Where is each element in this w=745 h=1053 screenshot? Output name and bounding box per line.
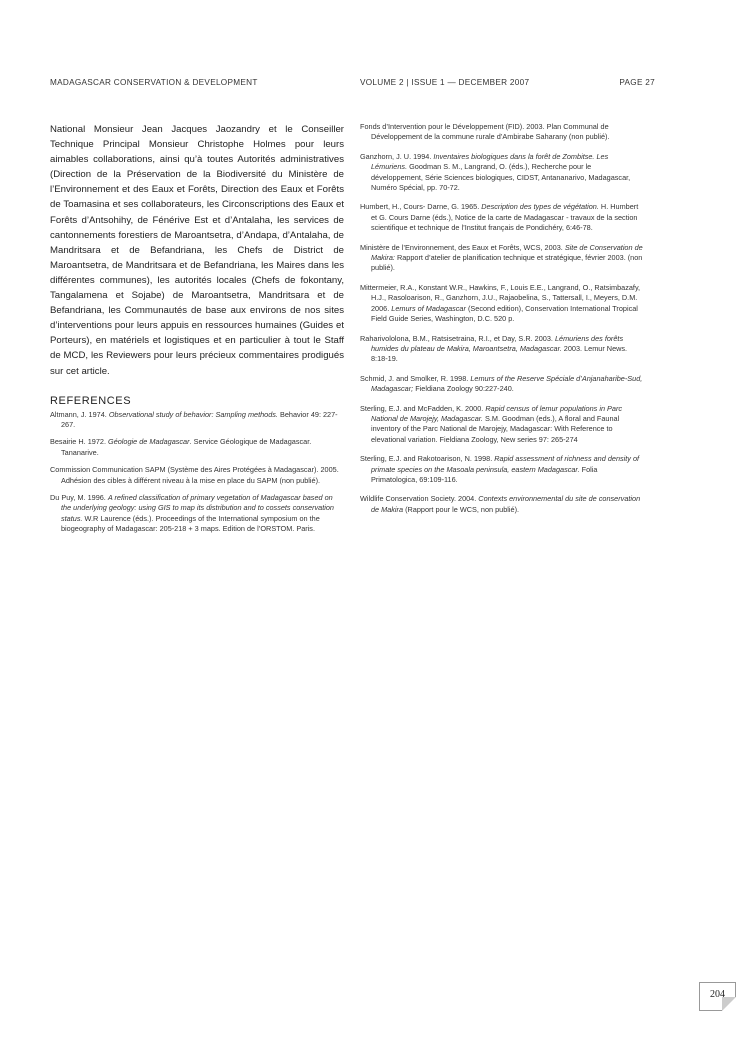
journal-name: MADAGASCAR CONSERVATION & DEVELOPMENT	[50, 78, 258, 87]
reference-text: Altmann, J. 1974.	[50, 409, 109, 419]
reference-text: S.M. Goodman (eds.), A floral and Faunal inventory of the Parc National de Marojejy, Madagascar: With Reference to elevational variation. Fieldiana Zoology, New series 97: 265-274	[371, 413, 620, 444]
right-column	[360, 122, 645, 524]
reference-text: Schmid, J. and Smolker, R. 1998.	[360, 373, 471, 383]
reference-entry	[360, 122, 645, 143]
reference-text: W.R Laurence (éds.). Proceedings of the International symposium on the biogeography of Madagascar: 205-218 + 3 maps. Edition de l’ORSTOM. Paris.	[61, 513, 320, 534]
reference-text: Raharivololona, B.M., Ratsisetraina, R.I., et Day, S.R. 2003.	[360, 333, 555, 343]
references-heading: REFERENCES	[50, 394, 132, 407]
reference-text: Mittermeier, R.A., Konstant W.R., Hawkins, F., Louis E.E., Langrand, O., Ratsimbazafy, H.J., Rasoloarison, R., Ganzhorn, J.U., Rajaobelina, S., Tattersall, I., Meyers, D.M. 2006.	[360, 282, 641, 313]
reference-title: Rapid census of lemur populations in Parc National de Marojejy, Madagascar.	[371, 403, 623, 423]
reference-title: Lémuriens des forêts humides du plateau de Makira, Maroantsetra, Madagascar.	[371, 333, 624, 353]
reference-title: Lemurs of Madagascar	[391, 303, 466, 313]
reference-title: A refined classification of primary vegetation of Madagascar based on the underlying geology: using GIS to map its distribution and to cossets conservation status.	[61, 493, 334, 523]
reference-text: Commission Communication SAPM (Système des Aires Protégées à Madagascar). 2005. Adhésion des cibles à différent niveau à la mise en place du SAPM (non publié).	[50, 465, 339, 485]
issue-info: VOLUME 2 | ISSUE 1 — DECEMBER 2007	[360, 78, 530, 87]
reference-text: . Service Géologique de Madagascar. Tananarive.	[61, 437, 312, 457]
running-header	[50, 78, 655, 90]
reference-entry	[360, 404, 645, 446]
reference-entry	[50, 493, 344, 535]
references-list-left	[50, 410, 344, 535]
reference-text: Du Puy, M. 1996.	[50, 493, 108, 503]
reference-text: Goodman S. M., Langrand, O. (éds.), Recherche pour le développement, Série Sciences biologiques, CIDST, Antananarivo, Madagascar, Numéro Spécial, pp. 70-72.	[371, 162, 631, 193]
reference-entry	[360, 454, 645, 485]
page-curl-icon	[722, 997, 736, 1011]
reference-text: (Rapport pour le WCS, non publié).	[403, 504, 520, 514]
reference-text: (Second edition), Conservation International Tropical Field Guide Series, Washington, D.C. 520 p.	[371, 303, 638, 324]
reference-text: H. Humbert et G. Cours Darne (éds.), Notice de la carte de Madagascar - travaux de la section scientifique et technique de l’Institut français de Pondichéry, 6:46-78.	[371, 202, 639, 233]
acknowledgements-paragraph: National Monsieur Jean Jacques Jaozandry et le Conseiller Technique Principal Monsieur Christophe Holmes pour leurs aimables collaborations, ainsi qu’à toutes Autorités administratives (Direction de la Préservation de la Biodiversité du Ministère de l’Environnement et des Eaux et Forêts, Direction des Eaux et Forêts de Toamasina et ses collaborateurs, les Circonscriptions des Eaux et Forêts d’Antsohihy, de Fénérive Est et d’Antalaha, les services de cantonnements forestiers de Maroantsetra, d’Andapa, d’Antalaha, de Mandritsara et de Befandriana, les Chefs de District de Maroantsetra, de Mandritsara et de Befandriana, les Maires dans les différentes communes), les autorités locales (Chefs de fokontany, Tangalamena et Sojabe) de Maroantsetra, Mandritsara et de Befandriana, les Communautés de base aux environs de nos sites d’interventions pour leurs appuis en ressources humaines (Guides et Porteurs), en matériels et logistiques et en particulier à tout le Staff de MCD, les Reviewers pour leurs précieux commentaires prodigués sur cet article.	[50, 124, 344, 377]
reference-entry	[360, 283, 645, 325]
reference-text: Sterling, E.J. and McFadden, K. 2000.	[360, 403, 486, 413]
reference-title: Contexts environnemental du site de conservation de Makira	[371, 494, 641, 514]
reference-title: Site de Conservation de Makira:	[371, 242, 643, 263]
page-number-box	[699, 982, 736, 1011]
reference-text: Fieldiana Zoology 90:227-240.	[413, 384, 514, 394]
reference-text: Wildlife Conservation Society. 2004.	[360, 494, 479, 504]
reference-title: Description des types de végétation.	[481, 202, 599, 212]
reference-text: Rapport d’atelier de planification technique et stratégique, février 2003. (non publié).	[371, 253, 643, 273]
reference-text: Besairie H. 1972.	[50, 437, 109, 447]
reference-entry	[360, 243, 645, 274]
page-number: 204	[710, 989, 725, 1000]
reference-text: 2003. Lemur News. 8:18-19.	[371, 343, 628, 364]
reference-text: Ganzhorn, J. U. 1994.	[360, 151, 434, 161]
reference-entry	[360, 334, 645, 365]
reference-text: Humbert, H., Cours- Darne, G. 1965.	[360, 202, 482, 212]
journal-page-label: PAGE 27	[619, 78, 655, 87]
reference-title: Inventaires biologiques dans la forêt de Zombitse. Les Lémuriens.	[371, 151, 609, 172]
reference-entry	[50, 410, 344, 431]
reference-text: Ministère de l’Environnement, des Eaux et Forêts, WCS, 2003.	[360, 242, 565, 252]
reference-entry	[360, 374, 645, 395]
reference-text: Fonds d’Intervention pour le Développement (FID). 2003. Plan Communal de Développement de la commune rurale d’Ambirabe Saharany (non publié).	[360, 122, 610, 142]
reference-entry	[50, 437, 344, 458]
left-column	[50, 122, 344, 542]
reference-entry	[360, 202, 645, 233]
reference-entry	[50, 465, 344, 486]
reference-text: Sterling, E.J. and Rakotoarison, N. 1998.	[360, 454, 495, 464]
references-list-right	[360, 122, 645, 515]
reference-entry	[360, 494, 645, 515]
reference-entry	[360, 152, 645, 194]
reference-text: Folia Primatologica, 69:109-116.	[371, 464, 598, 484]
reference-title: Rapid assessment of richness and density of primate species on the Masoala peninsula, eastern Madagascar.	[371, 454, 640, 474]
reference-text: Behavior 49: 227-267.	[61, 409, 338, 429]
reference-title: Lemurs of the Reserve Spéciale d’Anjanaharibe-Sud, Madagascar;	[371, 373, 643, 394]
reference-title: Observational study of behavior: Sampling methods.	[108, 409, 278, 419]
reference-title: Géologie de Madagascar	[108, 437, 190, 447]
